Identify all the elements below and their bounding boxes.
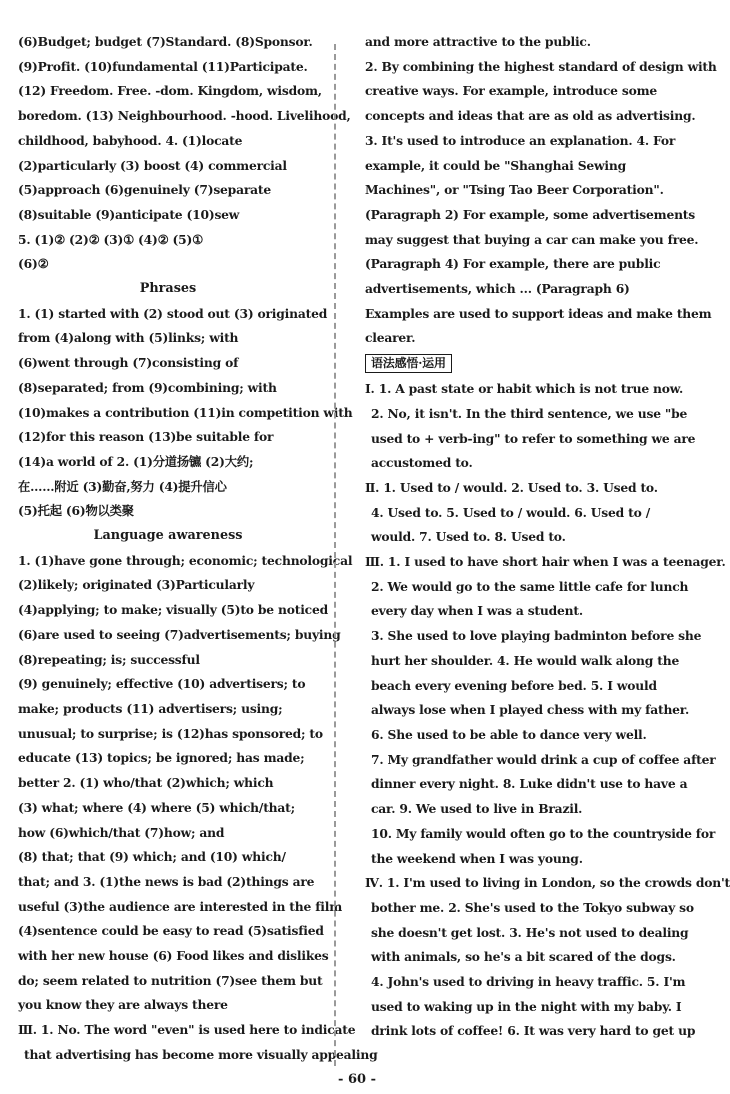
- left-text-line: (5)approach (6)genuinely (7)separate: [18, 182, 271, 198]
- left-text-line: how (6)which/that (7)how; and: [18, 824, 225, 840]
- left-text-line: (4)sentence could be easy to read (5)satisfied: [18, 923, 324, 939]
- left-text-line: (2)likely; originated (3)Particularly: [18, 577, 255, 593]
- right-text-line: 7. My grandfather would drink a cup of coffee after: [371, 751, 716, 767]
- right-text-line: 2. No, it isn't. In the third sentence, we use "be: [371, 405, 688, 421]
- right-text-line: car. 9. We used to live in Brazil.: [371, 801, 583, 817]
- left-text-line: educate (13) topics; be ignored; has made;: [18, 750, 305, 766]
- right-text-line: 4. John's used to driving in heavy traffic. 5. I'm: [371, 974, 686, 990]
- left-text-line: 5. (1)② (2)② (3)① (4)② (5)①: [18, 231, 203, 247]
- right-text-line: with animals, so he's a bit scared of the dogs.: [371, 949, 676, 965]
- left-text-line: (12)for this reason (13)be suitable for: [18, 429, 274, 445]
- right-text-line: dinner every night. 8. Luke didn't use to have a: [371, 776, 688, 792]
- right-text-line: always lose when I played chess with my father.: [371, 702, 690, 718]
- section-badge: 语法感悟·运用: [365, 354, 452, 373]
- left-text-line: (3) what; where (4) where (5) which/that;: [18, 799, 296, 815]
- right-column: [365, 30, 730, 1044]
- left-text-line: (9)Profit. (10)fundamental (11)Participate.: [18, 58, 308, 74]
- right-text-line: accustomed to.: [371, 455, 473, 471]
- right-text-line: 6. She used to be able to dance very well.: [371, 726, 647, 742]
- left-text-line: 1. (1)have gone through; economic; technological: [18, 552, 353, 568]
- section-badge-line: [365, 351, 670, 377]
- left-text-line: (6)are used to seeing (7)advertisements; buying: [18, 626, 341, 642]
- left-text-line: Ⅲ. 1. No. The word "even" is used here to indicate: [18, 1022, 356, 1038]
- right-text-line: she doesn't get lost. 3. He's not used to dealing: [371, 924, 689, 940]
- left-text-line: (8) that; that (9) which; and (10) which/: [18, 849, 286, 865]
- right-text-line: used to waking up in the night with my baby. I: [371, 998, 682, 1014]
- left-text-line: (6)②: [18, 256, 49, 272]
- right-text-line: Machines", or "Tsing Tao Beer Corporation".: [365, 182, 664, 198]
- right-text-line: (Paragraph 2) For example, some advertisements: [365, 206, 696, 222]
- right-text-line: hurt her shoulder. 4. He would walk along the: [371, 652, 680, 668]
- left-text-line: 在……附近 (3)勤奋,努力 (4)提升信心: [18, 478, 227, 494]
- right-text-line: example, it could be "Shanghai Sewing: [365, 157, 626, 173]
- left-text-line: (12) Freedom. Free. -dom. Kingdom, wisdom,: [18, 83, 322, 99]
- right-text-line: may suggest that buying a car can make you free.: [365, 231, 699, 247]
- left-text-line: 1. (1) started with (2) stood out (3) originated: [18, 305, 328, 321]
- left-text-line: (6)went through (7)consisting of: [18, 355, 239, 371]
- right-text-line: Ⅱ. 1. Used to / would. 2. Used to. 3. Used to.: [365, 479, 658, 495]
- right-text-line: 2. We would go to the same little cafe for lunch: [371, 578, 689, 594]
- left-text-line: (6)Budget; budget (7)Standard. (8)Sponsor.: [18, 34, 313, 49]
- right-text-line: every day when I was a student.: [371, 603, 583, 619]
- right-text-line: 10. My family would often go to the countryside for: [371, 825, 716, 841]
- left-text-line: with her new house (6) Food likes and dislikes: [18, 948, 329, 964]
- left-text-line: (9) genuinely; effective (10) advertisers; to: [18, 676, 306, 692]
- section-heading: Phrases: [139, 281, 197, 297]
- right-text-line: beach every evening before bed. 5. I would: [371, 677, 657, 693]
- right-text-line: the weekend when I was young.: [371, 850, 583, 866]
- left-text-line: (14)a world of 2. (1)分道扬镳 (2)大约;: [18, 453, 254, 469]
- left-text-line: (8)repeating; is; successful: [18, 651, 200, 667]
- right-text-line: Ⅰ. 1. A past state or habit which is not true now.: [365, 381, 684, 397]
- right-text-line: Ⅳ. 1. I'm used to living in London, so the crowds don't: [365, 875, 730, 891]
- left-text-line: that; and 3. (1)the news is bad (2)things are: [18, 873, 315, 889]
- column-divider: [334, 44, 336, 1066]
- right-text-line: 4. Used to. 5. Used to / would. 6. Used to /: [371, 504, 650, 520]
- left-text-line: make; products (11) advertisers; using;: [18, 700, 283, 716]
- right-text-line: and more attractive to the public.: [365, 34, 591, 49]
- right-text-line: 3. It's used to introduce an explanation. 4. For: [365, 132, 676, 148]
- right-text-line: would. 7. Used to. 8. Used to.: [371, 529, 566, 545]
- left-text-line: (8)separated; from (9)combining; with: [18, 379, 277, 395]
- left-text-line: you know they are always there: [18, 997, 228, 1013]
- right-text-line: 3. She used to love playing badminton before she: [371, 628, 702, 644]
- left-text-line: (2)particularly (3) boost (4) commercial: [18, 157, 287, 173]
- left-text-line: (4)applying; to make; visually (5)to be noticed: [18, 602, 328, 618]
- right-text-line: Examples are used to support ideas and make them: [365, 305, 712, 321]
- left-text-line: unusual; to surprise; is (12)has sponsored; to: [18, 725, 323, 741]
- left-text-line: from (4)along with (5)links; with: [18, 330, 239, 346]
- right-text-line: concepts and ideas that are as old as advertising.: [365, 108, 696, 124]
- right-text-line: drink lots of coffee! 6. It was very hard to get up: [371, 1023, 696, 1039]
- left-text-line: boredom. (13) Neighbourhood. -hood. Livelihood,: [18, 108, 351, 124]
- right-text-line: Ⅲ. 1. I used to have short hair when I was a teenager.: [365, 554, 726, 570]
- right-text-line: advertisements, which ... (Paragraph 6): [365, 281, 630, 297]
- left-text-line: (8)suitable (9)anticipate (10)sew: [18, 206, 240, 222]
- right-text-line: (Paragraph 4) For example, there are public: [365, 256, 661, 272]
- right-text-line: 2. By combining the highest standard of design with: [365, 58, 717, 74]
- left-text-line: better 2. (1) who/that (2)which; which: [18, 775, 274, 791]
- right-text-line: clearer.: [365, 330, 416, 346]
- left-text-line: (5)托起 (6)物以类聚: [18, 503, 134, 519]
- left-text-line: useful (3)the audience are interested in the film: [18, 898, 343, 914]
- left-text-line: do; seem related to nutrition (7)see them but: [18, 972, 323, 988]
- section-heading: Language awareness: [93, 528, 243, 544]
- right-text-line: bother me. 2. She's used to the Tokyo subway so: [371, 899, 694, 915]
- right-text-line: creative ways. For example, introduce some: [365, 83, 658, 99]
- left-column: [18, 30, 378, 1068]
- left-text-line: (10)makes a contribution (11)in competition with: [18, 404, 353, 420]
- page-number: - 60 -: [338, 1072, 376, 1087]
- right-text-line: used to + verb-ing" to refer to something we are: [371, 430, 696, 446]
- left-text-line: childhood, babyhood. 4. (1)locate: [18, 132, 243, 148]
- left-text-line: that advertising has become more visually appealing: [24, 1046, 378, 1062]
